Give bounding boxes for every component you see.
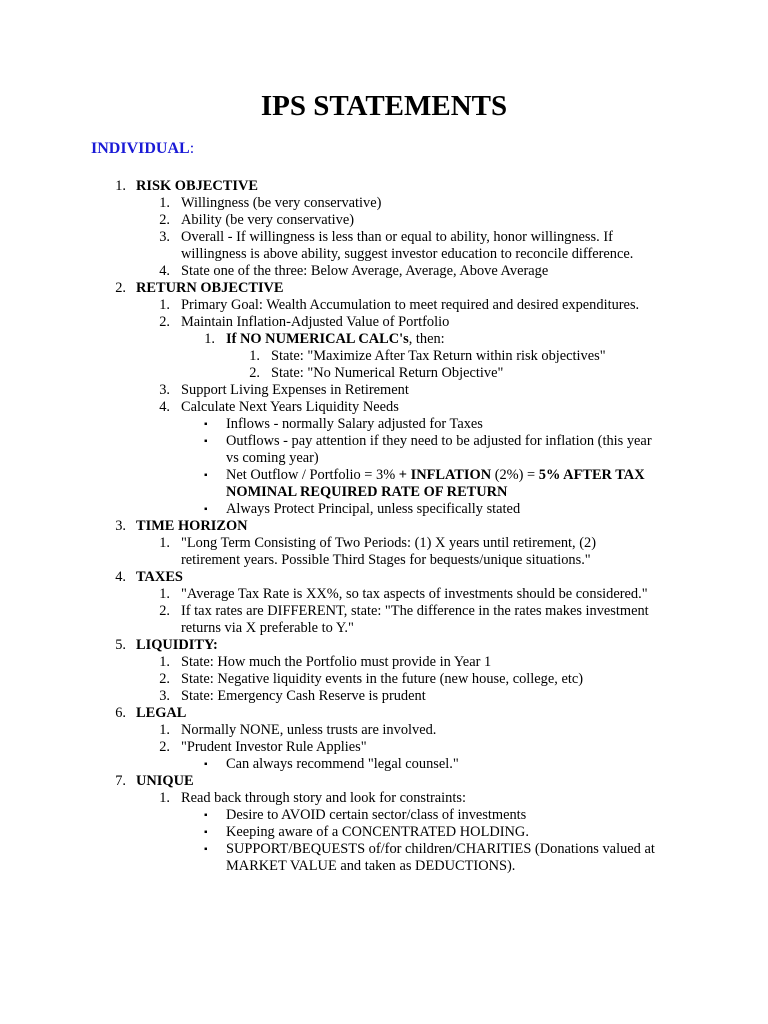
formula-result: 5% AFTER TAX [538, 467, 645, 483]
item-text-continued: willingness is above ability, suggest investor education to reconcile difference. [181, 246, 634, 262]
list-item [0, 586, 768, 603]
item-text-rest: , then: [408, 331, 445, 347]
item-number: 4. [159, 399, 170, 415]
section-heading-individual [91, 140, 194, 157]
bullet-square-icon: ▪ [204, 436, 208, 447]
item-heading: TAXES [136, 569, 183, 585]
outline-item-legal [0, 705, 768, 722]
ips-outline [0, 178, 768, 875]
bullet-item [0, 433, 768, 450]
item-text: Can always recommend "legal counsel." [226, 756, 459, 772]
item-text: If tax rates are DIFFERENT, state: "The difference in the rates makes investment [181, 603, 649, 619]
item-number: 1. [159, 586, 170, 602]
item-text: Inflows - normally Salary adjusted for Taxes [226, 416, 483, 432]
item-text: Normally NONE, unless trusts are involved. [181, 722, 437, 738]
bullet-item-continuation [0, 858, 768, 875]
formula-part: Net Outflow / Portfolio = 3% [226, 467, 399, 483]
item-text: Support Living Expenses in Retirement [181, 382, 409, 398]
item-number: 3. [159, 229, 170, 245]
list-item [0, 603, 768, 620]
item-number: 1. [159, 297, 170, 313]
list-item [0, 654, 768, 671]
item-text: Overall - If willingness is less than or equal to ability, honor willingness. If [181, 229, 613, 245]
item-heading: LIQUIDITY: [136, 637, 218, 653]
item-text: Primary Goal: Wealth Accumulation to meet required and desired expenditures. [181, 297, 640, 313]
list-item-continuation [0, 620, 768, 637]
item-text: SUPPORT/BEQUESTS of/for children/CHARITIES (Donations valued at [226, 841, 655, 857]
item-text: "Long Term Consisting of Two Periods: (1) X years until retirement, (2) [181, 535, 596, 551]
item-number: 4. [115, 569, 126, 585]
list-item [0, 688, 768, 705]
list-item [0, 229, 768, 246]
item-heading: LEGAL [136, 705, 187, 721]
item-text: Willingness (be very conservative) [181, 195, 382, 211]
bullet-item [0, 416, 768, 433]
list-item [0, 348, 768, 365]
outline-item-time-horizon [0, 518, 768, 535]
item-heading: RETURN OBJECTIVE [136, 280, 284, 296]
item-text: Read back through story and look for constraints: [181, 790, 466, 806]
item-text: "Prudent Investor Rule Applies" [181, 739, 367, 755]
bullet-item [0, 841, 768, 858]
item-number: 2. [249, 365, 260, 381]
item-number: 5. [115, 637, 126, 653]
item-text [226, 467, 645, 484]
bullet-item [0, 824, 768, 841]
item-text: Keeping aware of a CONCENTRATED HOLDING. [226, 824, 529, 840]
item-heading: UNIQUE [136, 773, 194, 789]
outline-item-risk-objective [0, 178, 768, 195]
list-item [0, 535, 768, 552]
item-number: 3. [159, 382, 170, 398]
list-item [0, 365, 768, 382]
item-text-continued: retirement years. Possible Third Stages for bequests/unique situations." [181, 552, 591, 568]
item-number: 1. [115, 178, 126, 194]
list-item [0, 739, 768, 756]
item-text: State: "Maximize After Tax Return within risk objectives" [271, 348, 606, 364]
list-item [0, 195, 768, 212]
item-number: 3. [115, 518, 126, 534]
list-item-continuation [0, 552, 768, 569]
item-text: Always Protect Principal, unless specifically stated [226, 501, 521, 517]
list-item-continuation [0, 246, 768, 263]
section-label: INDIVIDUAL [91, 140, 190, 157]
item-number: 2. [159, 603, 170, 619]
item-text: Calculate Next Years Liquidity Needs [181, 399, 399, 415]
bullet-item-continuation [0, 450, 768, 467]
list-item [0, 314, 768, 331]
item-number: 1. [159, 535, 170, 551]
item-number: 1. [204, 331, 215, 347]
item-number: 2. [159, 314, 170, 330]
bullet-square-icon: ▪ [204, 470, 208, 481]
bullet-item [0, 467, 768, 484]
list-item [0, 722, 768, 739]
item-number: 3. [159, 688, 170, 704]
item-text-continued: returns via X preferable to Y." [181, 620, 354, 636]
section-colon: : [189, 140, 195, 157]
bullet-item [0, 756, 768, 773]
item-number: 2. [115, 280, 126, 296]
item-text: Maintain Inflation-Adjusted Value of Portfolio [181, 314, 450, 330]
item-number: 6. [115, 705, 126, 721]
item-text-continued: MARKET VALUE and taken as DEDUCTIONS). [226, 858, 516, 874]
list-item [0, 297, 768, 314]
list-item [0, 671, 768, 688]
item-text: State: How much the Portfolio must provide in Year 1 [181, 654, 492, 670]
item-number: 2. [159, 739, 170, 755]
outline-item-unique [0, 773, 768, 790]
bullet-square-icon: ▪ [204, 844, 208, 855]
item-number: 4. [159, 263, 170, 279]
page-title: IPS STATEMENTS [260, 90, 508, 122]
list-item [0, 331, 768, 348]
item-heading: RISK OBJECTIVE [136, 178, 258, 194]
bullet-square-icon: ▪ [204, 759, 208, 770]
bullet-item-continuation [0, 484, 768, 501]
bullet-square-icon: ▪ [204, 827, 208, 838]
item-number: 1. [159, 722, 170, 738]
item-text: Ability (be very conservative) [181, 212, 355, 228]
item-text: Desire to AVOID certain sector/class of investments [226, 807, 527, 823]
bullet-item [0, 501, 768, 518]
outline-item-taxes [0, 569, 768, 586]
list-item [0, 790, 768, 807]
item-text [226, 331, 445, 348]
formula-inflation: + INFLATION [398, 467, 492, 483]
bullet-square-icon: ▪ [204, 504, 208, 515]
item-text: "Average Tax Rate is XX%, so tax aspects of investments should be considered." [181, 586, 648, 602]
outline-item-return-objective [0, 280, 768, 297]
item-number: 2. [159, 671, 170, 687]
list-item [0, 263, 768, 280]
item-number: 1. [159, 195, 170, 211]
item-text: Outflows - pay attention if they need to be adjusted for inflation (this year [226, 433, 652, 449]
item-text: State: "No Numerical Return Objective" [271, 365, 504, 381]
emphasis-text: If NO NUMERICAL CALC's [226, 331, 409, 347]
item-number: 7. [115, 773, 126, 789]
item-text: State: Negative liquidity events in the future (new house, college, etc) [181, 671, 584, 687]
list-item [0, 212, 768, 229]
list-item [0, 399, 768, 416]
item-number: 1. [249, 348, 260, 364]
item-text-continued: vs coming year) [226, 450, 319, 466]
item-number: 2. [159, 212, 170, 228]
item-text-continued: NOMINAL REQUIRED RATE OF RETURN [226, 484, 508, 500]
list-item [0, 382, 768, 399]
item-text: State one of the three: Below Average, Average, Above Average [181, 263, 549, 279]
bullet-item [0, 807, 768, 824]
formula-part: (2%) = [491, 467, 539, 483]
outline-item-liquidity [0, 637, 768, 654]
bullet-square-icon: ▪ [204, 419, 208, 430]
item-heading: TIME HORIZON [136, 518, 248, 534]
item-text: State: Emergency Cash Reserve is prudent [181, 688, 426, 704]
bullet-square-icon: ▪ [204, 810, 208, 821]
item-number: 1. [159, 790, 170, 806]
item-number: 1. [159, 654, 170, 670]
